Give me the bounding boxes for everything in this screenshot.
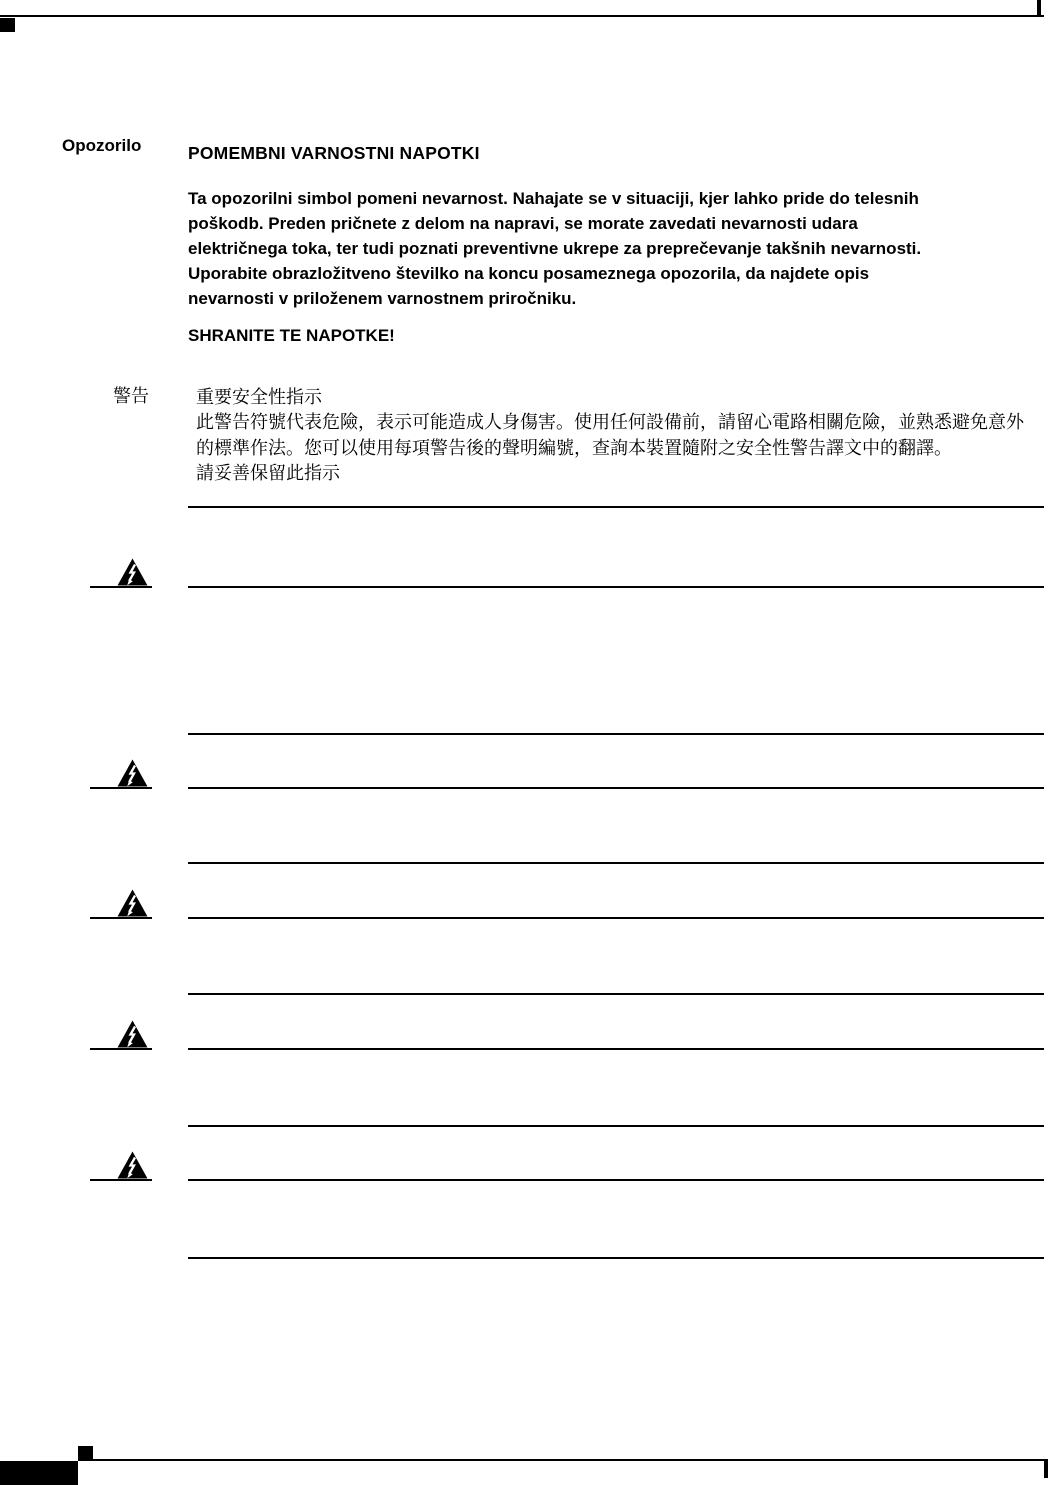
electrical-hazard-triangle-icon	[117, 1151, 148, 1179]
chinese-warning-bottom-rule	[188, 506, 1044, 508]
slovenian-warning-footer: SHRANITE TE NAPOTKE!	[188, 326, 395, 345]
top-right-crop-mark	[1037, 0, 1041, 17]
warning-text-bottom-rule	[188, 733, 1044, 735]
slovenian-warning-body	[188, 186, 1028, 311]
electrical-hazard-triangle-icon	[117, 889, 148, 917]
warning-text-top-rule	[188, 1048, 1044, 1050]
warning-icon-baseline-rule	[90, 586, 152, 588]
warning-icon-baseline-rule	[90, 1048, 152, 1050]
bottom-left-corner-marker	[78, 1446, 93, 1460]
warning-text-bottom-rule	[188, 862, 1044, 864]
electrical-hazard-triangle-icon	[117, 759, 148, 787]
chinese-warning-body	[196, 385, 1036, 486]
warning-label-chinese: 警告	[113, 386, 149, 406]
slovenian-body-line: Ta opozorilni simbol pomeni nevarnost. Nahajate se v situaciji, kjer lahko pride do telesnih	[188, 189, 919, 208]
chinese-body-line: 此警告符號代表危險，表示可能造成人身傷害。使用任何設備前，請留心電路相關危險，並熟悉避免意外	[196, 412, 1024, 433]
slovenian-body-line: električnega toka, ter tudi poznati preventivne ukrepe za preprečevanje takšnih nevarnosti.	[188, 239, 922, 258]
warning-label-slovenian: Opozorilo	[62, 136, 142, 155]
chinese-body-line: 請妥善保留此指示	[196, 462, 340, 483]
top-border-rule	[0, 15, 1044, 17]
warning-icon-baseline-rule	[90, 1179, 152, 1181]
bottom-border-rule	[78, 1459, 1044, 1461]
warning-icon-baseline-rule	[90, 787, 152, 789]
chinese-body-line: 重要安全性指示	[196, 387, 322, 407]
slovenian-body-line: poškodb. Preden pričnete z delom na napravi, se morate zavedati nevarnosti udara	[188, 214, 858, 233]
warning-text-bottom-rule	[188, 1257, 1044, 1259]
slovenian-warning-heading: POMEMBNI VARNOSTNI NAPOTKI	[188, 143, 480, 163]
slovenian-body-line: Uporabite obrazložitveno številko na koncu posameznega opozorila, da najdete opis	[188, 264, 870, 283]
bottom-left-footer-bar	[0, 1461, 78, 1485]
chinese-body-line: 的標準作法。您可以使用每項警告後的聲明編號，查詢本裝置隨附之安全性警告譯文中的翻譯。	[196, 437, 952, 458]
warning-text-top-rule	[188, 1179, 1044, 1181]
warning-text-bottom-rule	[188, 1125, 1044, 1127]
warning-text-top-rule	[188, 917, 1044, 919]
warning-text-top-rule	[188, 586, 1044, 588]
electrical-hazard-triangle-icon	[117, 558, 148, 586]
warning-text-bottom-rule	[188, 993, 1044, 995]
electrical-hazard-triangle-icon	[117, 1020, 148, 1048]
warning-text-top-rule	[188, 787, 1044, 789]
bottom-right-crop-mark	[1044, 1459, 1048, 1478]
top-left-corner-marker	[0, 18, 15, 32]
warning-icon-baseline-rule	[90, 917, 152, 919]
slovenian-body-line: nevarnosti v priloženem varnostnem priročniku.	[188, 289, 577, 308]
